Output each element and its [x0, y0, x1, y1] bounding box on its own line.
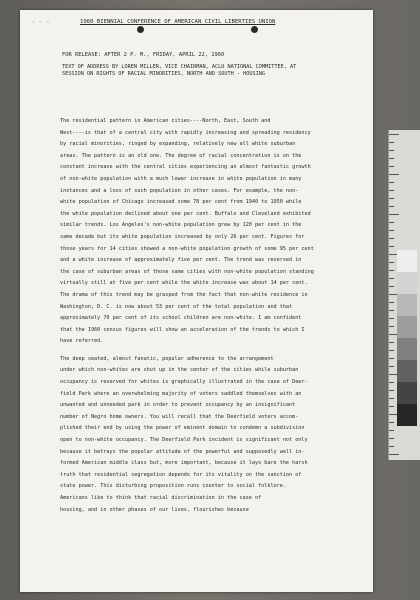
ruler-tick	[389, 390, 394, 391]
ruler-tick	[389, 382, 394, 383]
ruler-tick	[389, 446, 394, 447]
text-line: state power. This disturbing proposition runs counter to social folklore.	[60, 483, 286, 490]
ruler-shade-band	[397, 272, 417, 294]
ruler-tick	[389, 198, 394, 199]
text-line: formed American middle class but, more important, because it lays bare the harsh	[60, 460, 308, 467]
ruler-tick	[389, 174, 399, 175]
ruler-tick	[389, 158, 394, 159]
corner-mark: ▭ ▭ ▭	[32, 19, 50, 25]
text-line: by racial minorities, ringed by expanding, relatively new all white suburban	[60, 141, 296, 148]
text-line: same decade but its white population increased by only 26 per cent. Figures for	[60, 233, 305, 240]
ruler-tick	[389, 310, 394, 311]
text-line: West----is that of a central city with rapidly increasing and spreading residency	[60, 129, 311, 136]
document-page	[20, 10, 373, 592]
ruler-tick	[389, 278, 394, 279]
ruler-shade-band	[397, 316, 417, 338]
ruler-tick	[389, 326, 394, 327]
ruler-tick	[389, 230, 394, 231]
ruler-tick	[389, 150, 394, 151]
text-line: that the 1960 census figures will show an acceleration of the trends to which I	[60, 326, 305, 333]
address-line-1: TEXT OF ADDRESS BY LOREN MILLER, VICE CHAIRMAN, ACLU NATIONAL COMMITTEE, AT	[62, 64, 297, 70]
ruler-tick	[389, 422, 394, 423]
ruler-shade-band	[397, 338, 417, 360]
ruler-tick	[389, 238, 394, 239]
text-line: similar trends. Los Angeles's non-white population grew by 120 per cent in the	[60, 222, 302, 229]
ruler-tick	[389, 366, 394, 367]
ruler-tick	[389, 286, 394, 287]
ruler-tick	[389, 134, 399, 135]
text-line: constant increase with the central cities experiencing an almost fantastic growth	[60, 164, 311, 171]
text-line: under which non-whites are shut up in the center of the cities while suburban	[60, 367, 299, 374]
text-line: The deep seated, almost fanatic, popular adherence to the arrangement	[60, 355, 274, 362]
address-heading	[62, 64, 362, 78]
ruler-tick	[389, 454, 399, 455]
ruler-shade-band	[397, 294, 417, 316]
text-line: instances and a loss of such population in other cases. For example, the non-	[60, 187, 299, 194]
ruler-tick	[389, 142, 394, 143]
ruler-tick	[389, 302, 394, 303]
ruler-shade-band	[397, 404, 417, 426]
text-line: Washington, D. C. is now about 53 per cent of the total population and that	[60, 303, 293, 310]
text-line: The residential pattern in American cities----North, East, South and	[60, 118, 271, 124]
conference-title: 1960 BIENNIAL CONFERENCE OF AMERICAN CIVIL LIBERTIES UNION	[80, 19, 276, 25]
ruler-tick	[389, 214, 399, 215]
address-line-2: SESSION ON RIGHTS OF RACIAL MINORITIES, NORTH AND SOUTH - HOUSING	[62, 71, 266, 77]
ruler-tick	[389, 270, 394, 271]
ruler-tick	[389, 166, 394, 167]
punch-hole-left	[137, 26, 144, 33]
paragraph-1	[60, 116, 360, 348]
text-line: field Park where an overwhelming majority of voters saddled themselves with an	[60, 390, 302, 397]
text-line: truth that residential segregation depends for its vitality on the sanction of	[60, 471, 302, 478]
ruler-shade-band	[397, 360, 417, 382]
text-line: virtually still at five per cent while the white increase was about 14 per cent.	[60, 280, 308, 287]
text-line: The drama of this trend may be grasped from the fact that non-white residence in	[60, 291, 308, 298]
text-line: the white population declined about one per cent. Buffalo and Cleveland exhibited	[60, 210, 311, 217]
text-line: occupancy is reserved for whites is graphically illustrated in the case of Deer-	[60, 379, 308, 386]
text-line: those years for 14 cities showed a non-white population growth of some 95 per cent	[60, 245, 314, 252]
text-line: areas. The pattern is an old one. The degree of racial concentration is on the	[60, 152, 302, 159]
text-line: have referred.	[60, 338, 104, 345]
text-line: Americans like to think that racial discrimination in the case of	[60, 495, 262, 501]
ruler-tick	[389, 406, 394, 407]
punch-hole-right	[251, 26, 258, 33]
text-line: plished their end by using the power of eminent domain to condemn a subdivision	[60, 425, 305, 432]
text-line: number of Negro home owners. You will recall that the Deerfield voters accom-	[60, 413, 299, 420]
ruler-tick	[389, 222, 394, 223]
text-line: open to non-white occupancy. The Deerfield Park incident is significant not only	[60, 437, 308, 444]
text-line: of non-white population with a much lower increase in white population in many	[60, 175, 302, 182]
ruler-tick	[389, 398, 394, 399]
text-line: because it betrays the popular attitude of the powerful and supposedly well in-	[60, 448, 305, 455]
text-line: housing, and in other phases of our lives, flourishes because	[60, 506, 249, 513]
ruler-tick	[389, 246, 394, 247]
ruler-tick	[389, 262, 394, 263]
ruler-tick	[389, 430, 394, 431]
measuring-ruler	[388, 130, 420, 460]
text-line: and a white increase of approximately five per cent. The trend was reversed in	[60, 257, 302, 264]
text-line: white population of Chicago increased some 78 per cent from 1940 to 1950 while	[60, 199, 302, 206]
ruler-tick	[389, 206, 394, 207]
ruler-tick	[389, 350, 394, 351]
ruler-tick	[389, 358, 394, 359]
text-line: the case of suburban areas of those same cities with non-white population standing	[60, 268, 314, 275]
ruler-tick	[389, 182, 394, 183]
ruler-tick	[389, 190, 394, 191]
ruler-tick	[389, 342, 394, 343]
text-line: approximately 70 per cent of its school children are non-white. I am confident	[60, 315, 302, 322]
paragraph-2	[60, 354, 360, 516]
text-line: unwanted and unneeded park in order to prevent occupancy by an insignificant	[60, 402, 296, 409]
ruler-tick	[389, 318, 394, 319]
ruler-shade-band	[397, 382, 417, 404]
body-text	[60, 116, 360, 516]
release-line: FOR RELEASE: AFTER 2 P. M., FRIDAY, APRIL 22, 1960	[62, 52, 225, 58]
ruler-shade-band	[397, 250, 417, 272]
ruler-tick	[389, 438, 394, 439]
